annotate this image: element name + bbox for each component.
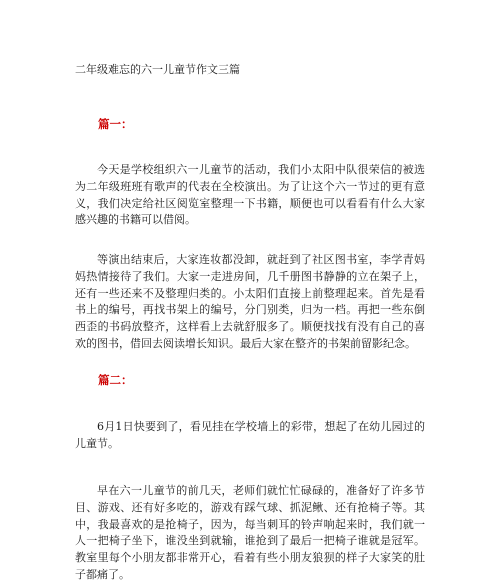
section-heading-2: 篇二： bbox=[98, 373, 133, 387]
section-2-paragraph-2: 早在六一儿童节的前几天，老师们就忙忙碌碌的，准备好了许多节目、游戏、还有好多吃的，游戏有踩气球、抓泥鳅、还有抢椅子等。其中，我最喜欢的是抢椅子，因为，每当刺耳的铃声响起来时，我们就一人一把椅子坐下，谁没坐到就输，谁抢到了最后一把椅子谁就是冠军。教室里每个小朋友都非常开心，看着有些小朋友狼狈的样子大家笑的肚子都痛了。 bbox=[75, 484, 425, 581]
section-1-paragraph-2: 等演出结束后，大家连妆都没卸，就赶到了社区图书室，李学青妈妈热情接待了我们。大家一走进房间，几千册图书静静的立在架子上，还有一些还来不及整理归类的。小太阳们直接上前整理起来。首先是看书上的编号，再找书架上的编号，分门别类，归为一档。再把一些东倒西歪的书码放整齐，这样看上去就舒服多了。顺便找找有没有自己的喜欢的图书，借回去阅读增长知识。最后大家在整齐的书架前留影纪念。 bbox=[75, 253, 425, 350]
section-heading-1: 篇一： bbox=[98, 117, 133, 131]
section-2-paragraph-1: 6月1日快要到了，看见挂在学校墙上的彩带，想起了在幼儿园过的儿童节。 bbox=[75, 420, 425, 450]
section-1-paragraph-1: 今天是学校组织六一儿童节的活动，我们小太阳中队很荣信的被选为二年级班班有歌声的代表在全校演出。为了让这个六一节过的更有意义，我们决定给社区阅览室整理一下书籍，顺便也可以看看有什么大家感兴趣的书籍可以借阅。 bbox=[75, 163, 425, 227]
document-title: 二年级难忘的六一儿童节作文三篇 bbox=[75, 63, 240, 76]
